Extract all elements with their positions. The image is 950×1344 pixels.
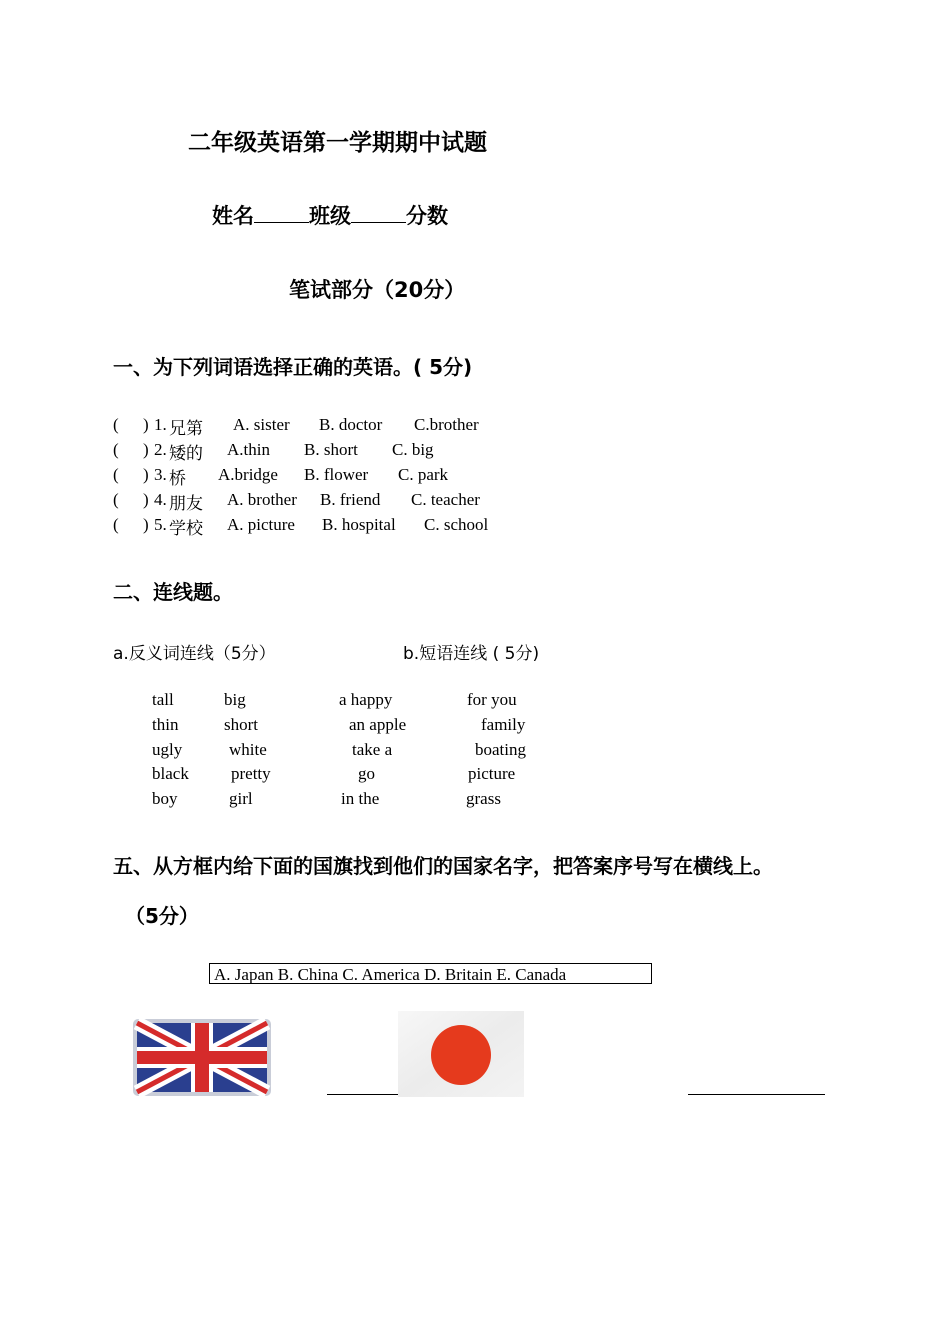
- written-part-heading: 笔试部分（20分）: [289, 278, 466, 302]
- answer-line-2[interactable]: [688, 1094, 825, 1095]
- phrase-left-item: in the: [341, 789, 380, 808]
- question-word: 朋友: [169, 494, 203, 514]
- question-row: [113, 490, 533, 512]
- question-row: [113, 515, 533, 537]
- antonym-left-item: boy: [152, 789, 178, 808]
- option-a: A. sister: [233, 415, 290, 434]
- option-c: C. park: [398, 465, 449, 484]
- option-a: A.thin: [227, 440, 270, 459]
- question-word: 桥: [169, 469, 186, 489]
- option-b: B. hospital: [322, 515, 396, 534]
- answer-paren-close: ): [143, 490, 149, 509]
- name-label: 姓名: [212, 204, 254, 228]
- answer-paren-open[interactable]: (: [113, 440, 119, 459]
- question-row: [113, 440, 533, 462]
- question-number: 4.: [154, 490, 167, 509]
- antonym-right-item: short: [224, 715, 258, 734]
- answer-paren-open[interactable]: (: [113, 515, 119, 534]
- phrase-right-item: picture: [468, 764, 516, 783]
- antonym-left-item: ugly: [152, 740, 183, 759]
- section5-points: （5分）: [125, 904, 199, 928]
- score-label: 分数: [406, 204, 448, 228]
- page-title: 二年级英语第一学期期中试题: [188, 130, 487, 156]
- class-label: 班级: [309, 204, 351, 228]
- japan-flag: [398, 1011, 524, 1097]
- phrase-left-item: take a: [352, 740, 393, 759]
- union-jack-flag: [133, 1019, 271, 1096]
- answer-paren-close: ): [143, 415, 149, 434]
- option-a: A.bridge: [218, 465, 278, 484]
- student-info-line: [212, 200, 448, 230]
- question-row: [113, 465, 533, 487]
- question-number: 5.: [154, 515, 167, 534]
- option-b: B. flower: [304, 465, 369, 484]
- question-word: 兄第: [169, 419, 203, 439]
- union-jack-image: [133, 1019, 271, 1096]
- question-number: 3.: [154, 465, 167, 484]
- answer-paren-close: ): [143, 440, 149, 459]
- phrase-left-item: go: [358, 764, 375, 783]
- option-b: B. friend: [320, 490, 381, 509]
- country-options-box: A. Japan B. China C. America D. Britain E. Canada: [209, 963, 652, 984]
- class-blank[interactable]: [351, 204, 406, 223]
- phrase-right-item: family: [481, 715, 526, 734]
- antonym-right-item: big: [224, 690, 246, 709]
- phrase-left-item: an apple: [349, 715, 407, 734]
- phrase-left-item: a happy: [339, 690, 393, 709]
- phrase-subheading: b.短语连线 ( 5分): [403, 644, 540, 664]
- answer-paren-open[interactable]: (: [113, 465, 119, 484]
- section5-heading: 五、从方框内给下面的国旗找到他们的国家名字，把答案序号写在横线上。: [113, 854, 773, 878]
- question-row: [113, 415, 533, 437]
- phrase-right-item: boating: [475, 740, 526, 759]
- antonym-left-item: black: [152, 764, 189, 783]
- antonym-right-item: white: [229, 740, 267, 759]
- option-c: C.brother: [414, 415, 479, 434]
- phrase-right-item: for you: [467, 690, 517, 709]
- phrase-right-item: grass: [466, 789, 501, 808]
- answer-paren-close: ): [143, 465, 149, 484]
- option-c: C. big: [392, 440, 434, 459]
- antonym-subheading: a.反义词连线（5分）: [113, 644, 276, 664]
- japan-flag-image: [398, 1011, 524, 1097]
- answer-paren-close: ): [143, 515, 149, 534]
- answer-paren-open[interactable]: (: [113, 415, 119, 434]
- antonym-left-item: tall: [152, 690, 174, 709]
- option-a: A. brother: [227, 490, 297, 509]
- question-word: 矮的: [169, 444, 203, 464]
- option-c: C. school: [424, 515, 489, 534]
- name-blank[interactable]: [254, 204, 309, 223]
- answer-paren-open[interactable]: (: [113, 490, 119, 509]
- question-word: 学校: [169, 519, 203, 539]
- antonym-right-item: girl: [229, 789, 253, 808]
- question-number: 2.: [154, 440, 167, 459]
- question-number: 1.: [154, 415, 167, 434]
- antonym-right-item: pretty: [231, 764, 271, 783]
- section1-heading: 一、为下列词语选择正确的英语。( 5分): [113, 355, 473, 379]
- option-a: A. picture: [227, 515, 295, 534]
- option-b: B. short: [304, 440, 358, 459]
- option-b: B. doctor: [319, 415, 383, 434]
- option-c: C. teacher: [411, 490, 480, 509]
- antonym-left-item: thin: [152, 715, 179, 734]
- section2-heading: 二、连线题。: [113, 580, 233, 604]
